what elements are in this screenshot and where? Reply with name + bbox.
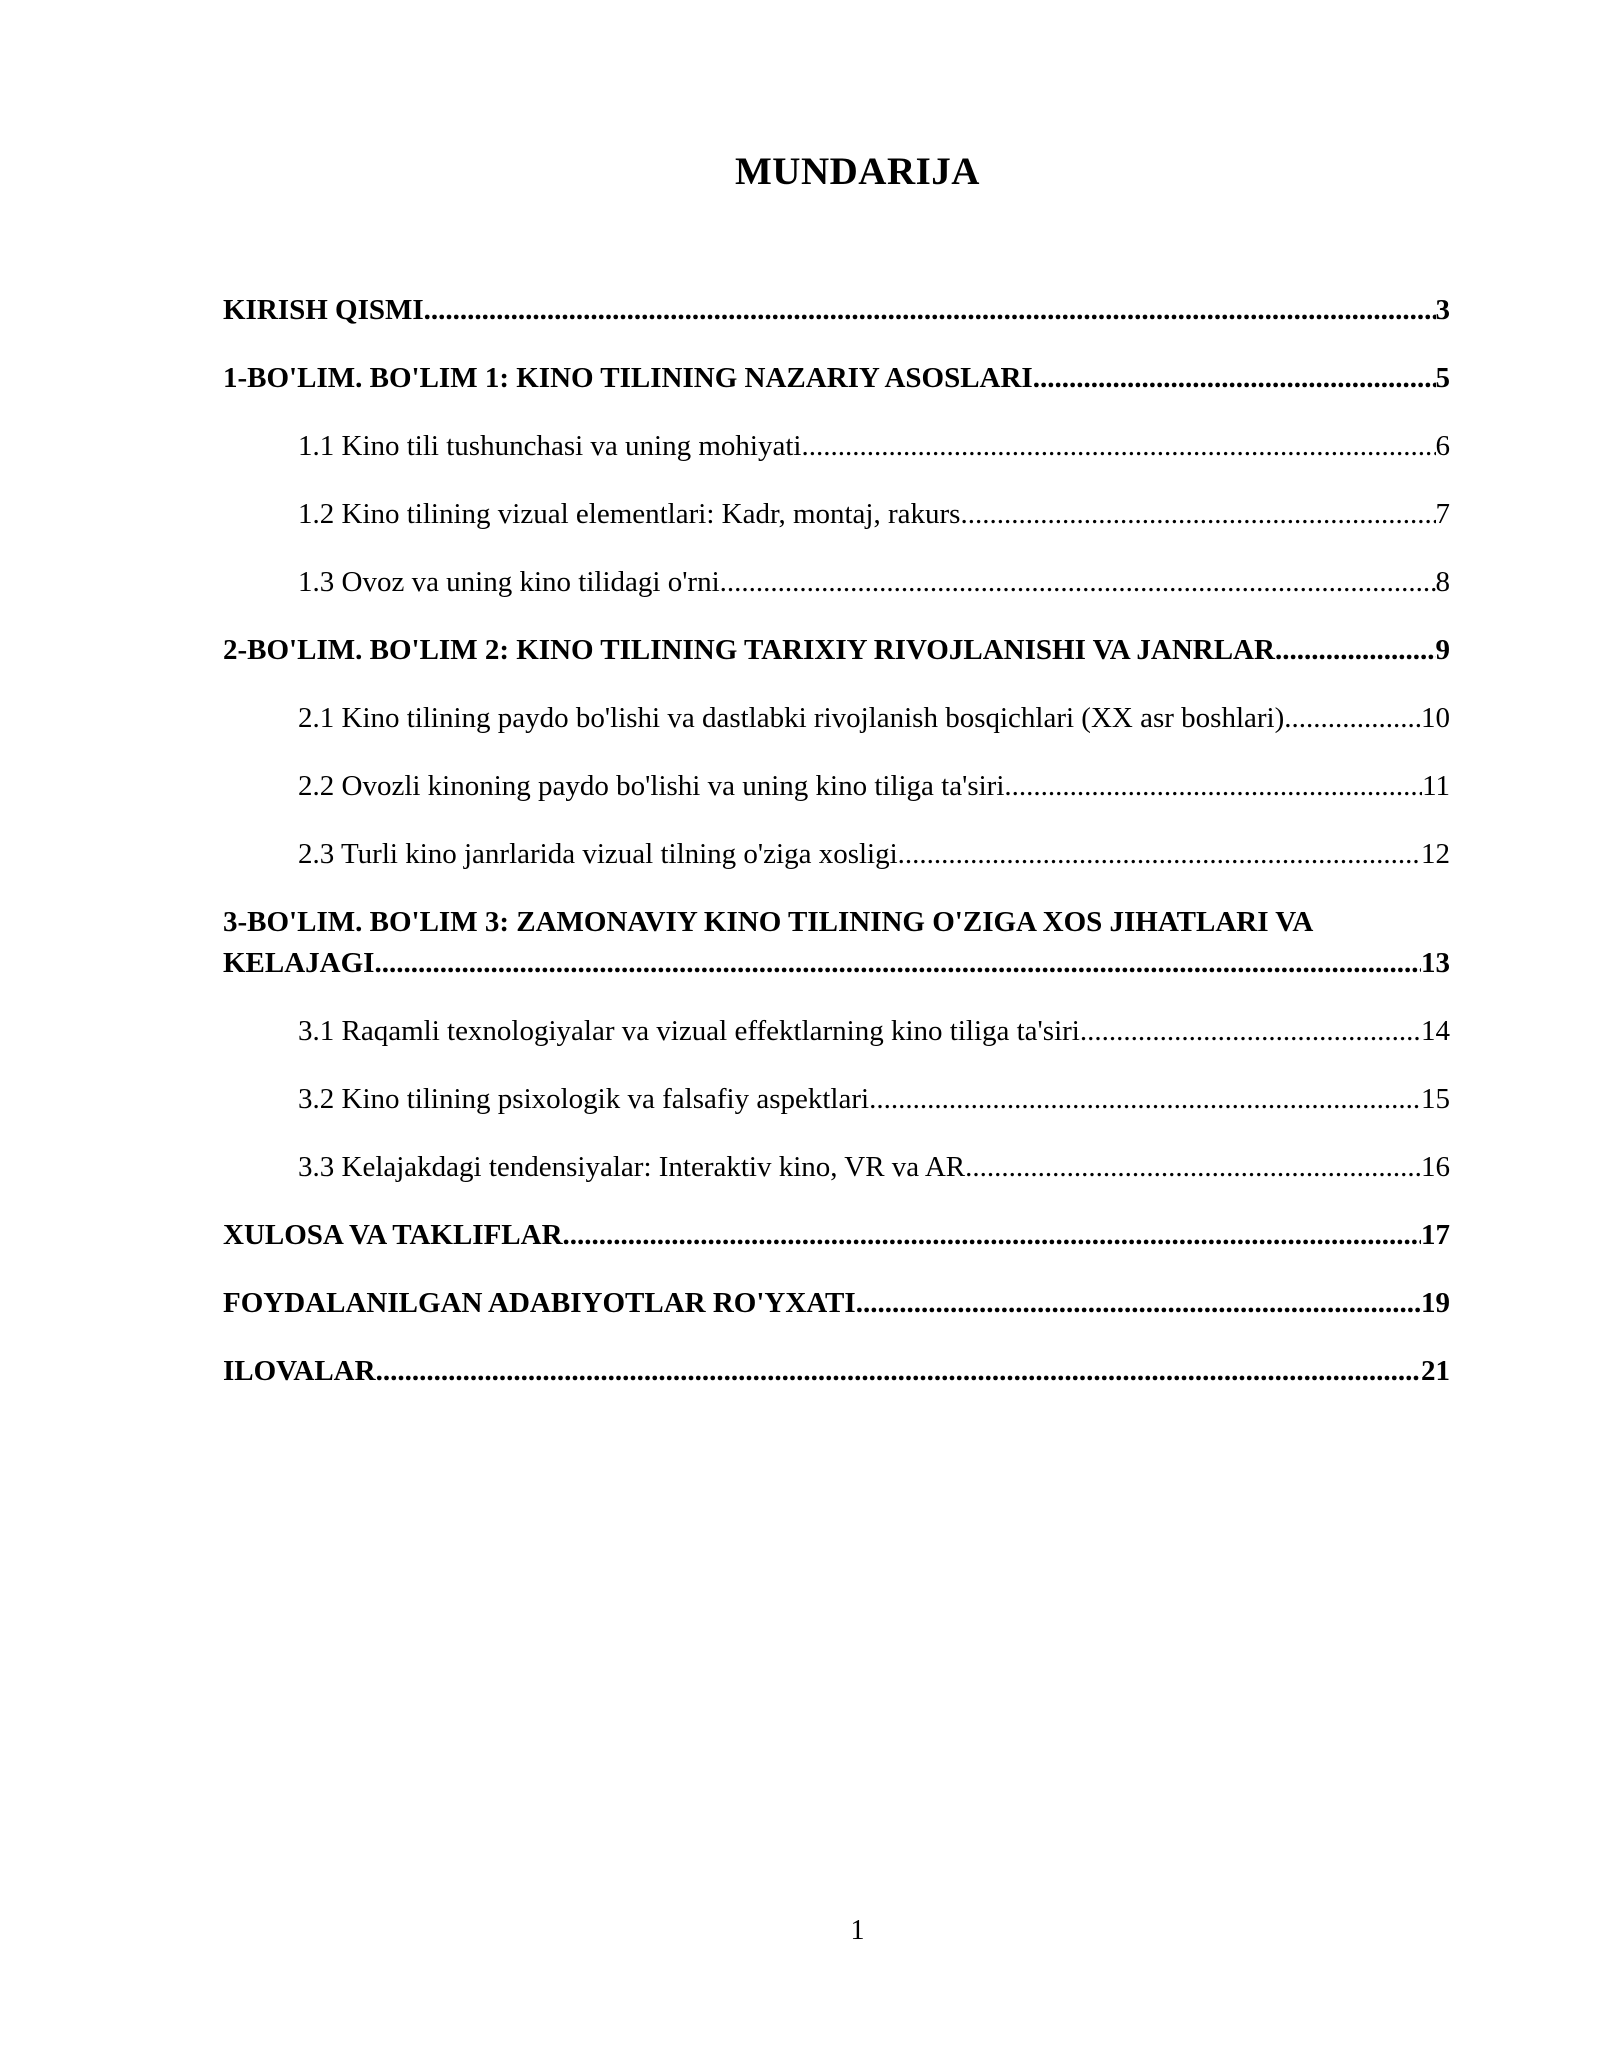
toc-entry-label: 2.3 Turli kino janrlarida vizual tilning o'ziga xosligi	[298, 838, 898, 870]
toc-entry-xulosa[interactable]	[223, 1215, 1450, 1256]
dot-leader	[1284, 698, 1421, 739]
toc-entry-label: 3.1 Raqamli texnologiyalar va vizual effektlarning kino tiliga ta'siri	[298, 1015, 1080, 1047]
toc-entry-1-1[interactable]	[223, 426, 1450, 467]
toc-entry-page: 5	[1435, 362, 1450, 394]
dot-leader	[965, 1147, 1421, 1188]
dot-leader	[424, 290, 1436, 331]
toc-entry-bolim-2[interactable]	[223, 630, 1450, 671]
table-of-contents	[223, 290, 1450, 1419]
toc-entry-page: 11	[1422, 770, 1450, 802]
toc-entry-label-line1: 3-BO'LIM. BO'LIM 3: ZAMONAVIY KINO TILINING O'ZIGA XOS JIHATLARI VA	[223, 906, 1314, 938]
toc-entry-page: 6	[1435, 430, 1450, 462]
toc-entry-1-3[interactable]	[223, 562, 1450, 603]
toc-entry-2-3[interactable]	[223, 834, 1450, 875]
dot-leader	[374, 943, 1421, 984]
dot-leader	[1080, 1011, 1421, 1052]
toc-entry-adabiyotlar[interactable]	[223, 1283, 1450, 1324]
toc-entry-label: ILOVALAR	[223, 1355, 376, 1387]
dot-leader	[376, 1351, 1421, 1392]
toc-entry-3-1[interactable]	[223, 1011, 1450, 1052]
toc-entry-ilovalar[interactable]	[223, 1351, 1450, 1392]
toc-entry-page: 8	[1435, 566, 1450, 598]
toc-entry-page: 21	[1421, 1355, 1450, 1387]
toc-entry-label: 2.1 Kino tilining paydo bo'lishi va dastlabki rivojlanish bosqichlari (XX asr boshlari)	[298, 702, 1285, 734]
toc-entry-page: 3	[1435, 294, 1450, 326]
dot-leader	[720, 562, 1436, 603]
dot-leader	[856, 1283, 1421, 1324]
toc-entry-label: KIRISH QISMI	[223, 294, 424, 326]
toc-entry-page: 15	[1421, 1083, 1450, 1115]
dot-leader	[1275, 630, 1436, 671]
toc-entry-label: 3.2 Kino tilining psixologik va falsafiy aspektlari	[298, 1083, 870, 1115]
toc-entry-label: 1-BO'LIM. BO'LIM 1: KINO TILINING NAZARIY ASOSLARI	[223, 362, 1033, 394]
toc-entry-page: 10	[1421, 702, 1450, 734]
toc-entry-label: 2.2 Ovozli kinoning paydo bo'lishi va uning kino tiliga ta'siri	[298, 770, 1005, 802]
toc-entry-page: 16	[1421, 1151, 1450, 1183]
toc-entry-page: 14	[1421, 1015, 1450, 1047]
toc-entry-2-2[interactable]	[223, 766, 1450, 807]
dot-leader	[801, 426, 1435, 467]
toc-entry-page: 7	[1435, 498, 1450, 530]
dot-leader	[898, 834, 1421, 875]
toc-entry-page: 12	[1421, 838, 1450, 870]
dot-leader	[1004, 766, 1422, 807]
toc-entry-page: 13	[1421, 947, 1450, 979]
toc-entry-label: 3.3 Kelajakdagi tendensiyalar: Interaktiv kino, VR va AR	[298, 1151, 966, 1183]
toc-entry-label: XULOSA VA TAKLIFLAR	[223, 1219, 563, 1251]
toc-entry-1-2[interactable]	[223, 494, 1450, 535]
toc-entry-label: 1.1 Kino tili tushunchasi va uning mohiyati	[298, 430, 802, 462]
dot-leader	[960, 494, 1435, 535]
toc-entry-bolim-1[interactable]	[223, 358, 1450, 399]
toc-entry-3-2[interactable]	[223, 1079, 1450, 1120]
toc-entry-last-line	[223, 943, 1450, 984]
page-number: 1	[850, 1915, 865, 1946]
toc-entry-label: 1.2 Kino tilining vizual elementlari: Kadr, montaj, rakurs	[298, 498, 961, 530]
toc-entry-label: 1.3 Ovoz va uning kino tilidagi o'rni	[298, 566, 720, 598]
toc-entry-label-line2: KELAJAGI	[223, 947, 375, 979]
toc-entry-label: 2-BO'LIM. BO'LIM 2: KINO TILINING TARIXIY RIVOJLANISHI VA JANRLAR	[223, 634, 1275, 666]
toc-entry-3-3[interactable]	[223, 1147, 1450, 1188]
page-title: MUNDARIJA	[735, 150, 980, 193]
dot-leader	[869, 1079, 1421, 1120]
toc-entry-page: 19	[1421, 1287, 1450, 1319]
toc-entry-page: 9	[1435, 634, 1450, 666]
dot-leader	[1033, 358, 1436, 399]
toc-entry-2-1[interactable]	[223, 698, 1450, 739]
dot-leader	[563, 1215, 1421, 1256]
toc-entry-page: 17	[1421, 1219, 1450, 1251]
toc-entry-bolim-3[interactable]	[223, 902, 1450, 984]
toc-entry-kirish[interactable]	[223, 290, 1450, 331]
toc-entry-label: FOYDALANILGAN ADABIYOTLAR RO'YXATI	[223, 1287, 856, 1319]
